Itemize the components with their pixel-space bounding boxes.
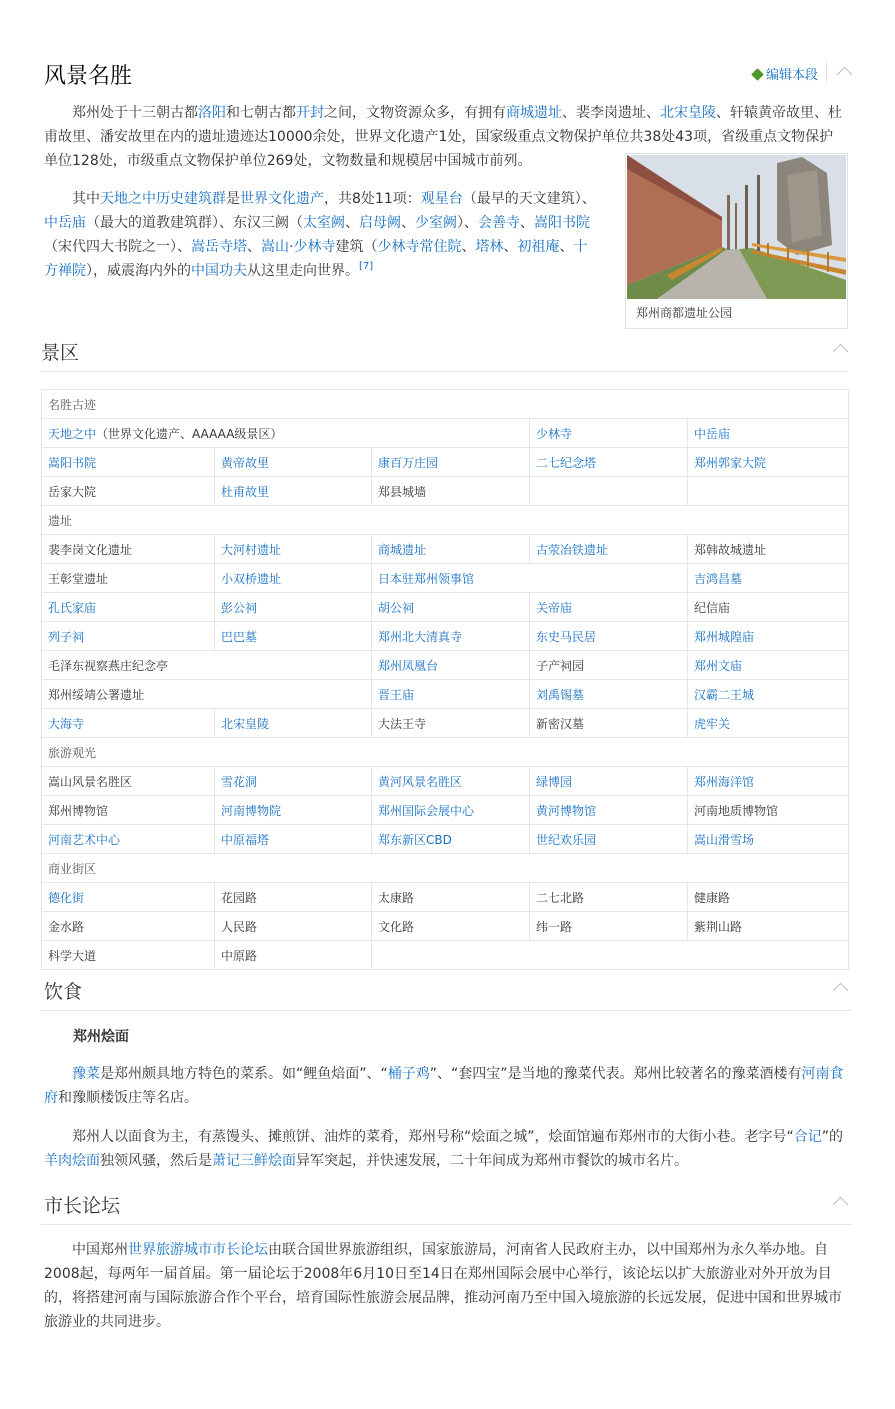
inline-link[interactable]: 河南食府 [44,1066,844,1106]
table-cell [530,419,688,448]
table-cell [42,796,215,825]
scenic-spot-name: 紫荆山路 [694,919,743,934]
table-cell [372,883,530,912]
inline-link[interactable]: 开封 [296,105,324,121]
inline-link[interactable]: 初祖庵 [517,239,560,255]
collapse-scenic-button[interactable] [836,66,852,78]
table-row [42,622,849,651]
scenic-spot-link[interactable]: 郑州文庙 [694,658,743,673]
table-row [42,941,849,970]
scenic-spot-link[interactable]: 杜甫故里 [221,484,270,499]
inline-link[interactable]: 商城遗址 [506,105,562,121]
section-divider [41,371,848,372]
inline-text: 、 [559,239,574,255]
scenic-spot-link[interactable]: 大河村遗址 [221,542,282,557]
inline-text: 、裴李岗遗址、 [562,105,660,121]
table-cell [530,883,688,912]
inline-text: 是郑州颇具地方特色的菜系。如“鲤鱼焙面”、“ [100,1066,388,1082]
scenic-spot-link[interactable]: 日本驻郑州领事馆 [378,571,475,586]
scenic-spot-link[interactable]: 郑州国际会展中心 [378,803,475,818]
inline-text: 是 [226,191,240,207]
table-cell [530,825,688,854]
table-cell [372,477,530,506]
table-cell [42,419,530,448]
section-header-food [44,977,852,1004]
inline-text: 由联合国世界旅游组织，国家旅游局，河南省人民政府主办，以中国郑州为永久举办地。自2008起，每两年一届首届。第一届论坛于2008年6月10日至14日在郑州国际会展中心举行，该论坛以扩大旅游业对外开放为目的，将搭建河南与国际旅游合作个平台，培育国际性旅游会展品牌，推动河南乃至中国入境旅游的长远发展，促进中国和世界城市旅游业的共同进步。 [44,1242,842,1330]
scenic-spot-link[interactable]: 嵩阳书院 [48,455,97,470]
scenic-spot-link[interactable]: 列子祠 [48,629,85,644]
scenic-spot-link[interactable]: 郑州北大清真寺 [378,629,463,644]
site-park-photo[interactable] [627,155,846,299]
scenic-spot-link[interactable]: 大海寺 [48,716,85,731]
scenic-spot-link[interactable]: 郑东新区CBD [378,832,452,847]
scenic-spot-name: 花园路 [221,890,258,905]
scenic-spot-link[interactable]: 雪花洞 [221,774,258,789]
inline-link[interactable]: 塔林 [475,239,504,255]
scenic-spot-link[interactable]: 孔氏家庙 [48,600,97,615]
scenic-spot-link[interactable]: 巴巴墓 [221,629,258,644]
table-cell [688,796,849,825]
table-cell [372,912,530,941]
scenic-paragraph-2 [44,187,600,283]
category-row [42,390,849,419]
table-row [42,535,849,564]
inline-link[interactable]: 少林寺常住院 [377,239,462,255]
scenic-spot-link[interactable]: 二七纪念塔 [536,455,597,470]
table-cell [42,593,215,622]
table-cell [42,825,215,854]
food-paragraph-2 [44,1125,850,1173]
scenic-spot-link[interactable]: 河南博物院 [221,803,282,818]
inline-link[interactable]: 羊肉烩面 [44,1153,100,1169]
table-cell [688,651,849,680]
scenic-spot-link[interactable]: 古荥冶铁遗址 [536,542,609,557]
scenic-spot-name: 郑州绥靖公署遗址 [48,687,145,702]
table-cell [688,535,849,564]
scenic-spot-link[interactable]: 吉鸿昌墓 [694,571,743,586]
table-cell [372,709,530,738]
scenic-spot-name: 金水路 [48,919,85,934]
table-cell [688,680,849,709]
scenic-spot-link[interactable]: 郑州海洋馆 [694,774,755,789]
inline-link[interactable]: 世界旅游城市市长论坛 [128,1242,268,1258]
scenic-spot-link[interactable]: 郑州郭家大院 [694,455,767,470]
scenic-spot-name: 毛泽东视察燕庄纪念亭 [48,658,169,673]
scenic-spot-link[interactable]: 世纪欢乐园 [536,832,597,847]
inline-text: 从这里走向世界。 [247,263,359,279]
inline-text: 、 [401,215,415,231]
table-cell [215,883,372,912]
scenic-paragraph-2-text [44,191,596,279]
table-row [42,709,849,738]
scenic-spots-table [41,389,849,970]
table-cell [215,448,372,477]
scenic-spot-link[interactable]: 彭公祠 [221,600,258,615]
inline-link[interactable]: 嵩阳书院 [534,215,590,231]
table-cell [530,796,688,825]
table-cell [530,477,688,506]
category-row [42,854,849,883]
table-row [42,680,849,709]
scenic-spot-link[interactable]: 德化街 [48,890,85,905]
scenic-spot-link[interactable]: 嵩山滑雪场 [694,832,755,847]
collapse-forum-button[interactable] [832,1196,848,1208]
scenic-spot-link[interactable]: 汉霸二王城 [694,687,755,702]
scenic-spot-link[interactable]: 晋王庙 [378,687,415,702]
table-cell [215,767,372,796]
section-title-scenic: 风景名胜 [44,64,133,89]
scenic-spot-link[interactable]: 中岳庙 [694,426,731,441]
section-header-forum [44,1191,852,1218]
scenic-spot-name: 太康路 [378,890,415,905]
scenic-spot-link[interactable]: 绿博园 [536,774,573,789]
inline-text: ），威震海内外的 [86,263,191,279]
scenic-spot-name: 文化路 [378,919,415,934]
table-cell [688,622,849,651]
scenic-spot-link[interactable]: 小双桥遗址 [221,571,282,586]
inline-link[interactable]: 少室阙 [415,215,457,231]
scenic-spot-name: 河南地质博物馆 [694,803,779,818]
scenic-spot-name: 王彰堂遗址 [48,571,109,586]
inline-text: 、 [247,239,261,255]
table-row [42,564,849,593]
section-header-spots [41,338,852,365]
table-cell [42,564,215,593]
inline-link[interactable]: 嵩山·少林寺 [261,239,336,255]
inline-text: 之间，文物资源众多，有拥有 [324,105,506,121]
table-row [42,651,849,680]
table-cell [215,796,372,825]
inline-link[interactable]: 豫菜 [72,1066,100,1082]
inline-text: 中国郑州 [72,1242,128,1258]
scenic-spot-link[interactable]: 虎牢关 [694,716,731,731]
section-divider [41,1224,852,1225]
scenic-spot-link[interactable]: 郑州城隍庙 [694,629,755,644]
table-cell [42,883,215,912]
inline-link[interactable]: 世界文化遗产 [240,191,324,207]
scenic-spot-link[interactable]: 天地之中 [48,426,97,441]
category-label: 旅游观光 [42,738,849,767]
photo-caption: 郑州商都遗址公园 [636,306,733,320]
inline-link[interactable]: 天地之中历史建筑群 [100,191,226,207]
table-cell [215,477,372,506]
inline-text: 、 [345,215,359,231]
scenic-spot-name: 健康路 [694,890,731,905]
table-cell [215,825,372,854]
scenic-spot-name: 郑县城墙 [378,484,427,499]
table-cell [42,709,215,738]
section-title-forum: 市长论坛 [44,1195,121,1217]
inline-link[interactable]: 北宋皇陵 [660,105,716,121]
table-cell [215,564,372,593]
scenic-spot-name: 岳家大院 [48,484,97,499]
scenic-spot-name: 大法王寺 [378,716,427,731]
inline-text: 建筑（ [335,239,378,255]
table-row [42,448,849,477]
inline-text: 其中 [72,191,100,207]
inline-text: ”的 [821,1129,844,1145]
table-cell [372,941,849,970]
table-cell [42,448,215,477]
scenic-spot-link[interactable]: 刘禹锡墓 [536,687,585,702]
inline-text: 和七朝古都 [226,105,296,121]
section-title-food: 饮食 [44,981,83,1003]
table-cell [372,448,530,477]
inline-link[interactable]: 会善寺 [478,215,520,231]
table-row [42,825,849,854]
inline-text: （最大的道教建筑群）、东汉三阙（ [86,215,303,231]
table-cell [42,767,215,796]
inline-text: 、 [520,215,534,231]
table-cell [372,622,530,651]
inline-text: 郑州人以面食为主，有蒸馒头、摊煎饼、油炸的菜肴，郑州号称“烩面之城”，烩面馆遍布郑州市的大街小巷。老字号“ [72,1129,794,1145]
collapse-food-button[interactable] [832,982,848,994]
scenic-spot-link[interactable]: 少林寺 [536,426,573,441]
table-cell [42,622,215,651]
table-cell [688,883,849,912]
table-cell [42,477,215,506]
collapse-spots-button[interactable] [832,343,848,355]
table-cell [215,709,372,738]
scenic-spot-link[interactable]: 黄河风景名胜区 [378,774,463,789]
table-cell [530,622,688,651]
scenic-spot-name: 郑州博物馆 [48,803,109,818]
inline-link[interactable]: 中岳庙 [44,215,86,231]
table-row [42,912,849,941]
table-cell [42,912,215,941]
table-cell [688,912,849,941]
scenic-spot-name: 裴李岗文化遗址 [48,542,133,557]
table-cell [688,477,849,506]
scenic-spot-name: 人民路 [221,919,258,934]
inline-link[interactable]: 嵩岳寺塔 [191,239,247,255]
table-cell [530,593,688,622]
table-row [42,767,849,796]
table-cell [215,593,372,622]
section-divider [41,1010,852,1011]
category-label: 遗址 [42,506,849,535]
section-header-scenic [44,59,852,90]
table-cell [372,651,530,680]
inline-link[interactable]: 合记 [793,1129,822,1145]
scenic-spot-name: 新密汉墓 [536,716,585,731]
scenic-spot-link[interactable]: 北宋皇陵 [221,716,270,731]
table-row [42,419,849,448]
scenic-spot-name: 二七北路 [536,890,585,905]
edit-label: 编辑本段 [765,68,818,83]
inline-text: 异军突起，并快速发展，二十年间成为郑州市餐饮的城市名片。 [296,1153,688,1169]
scenic-spot-name: 嵩山风景名胜区 [48,774,133,789]
scenic-spot-link[interactable]: 康百万庄园 [378,455,439,470]
scenic-spot-link[interactable]: 东史马民居 [536,629,597,644]
inline-text: 和豫顺楼饭庄等名店。 [58,1090,198,1106]
section-title-spots: 景区 [41,342,80,364]
table-cell [372,593,530,622]
table-cell [372,825,530,854]
scenic-spot-link[interactable]: 黄河博物馆 [536,803,597,818]
category-label: 商业街区 [42,854,849,883]
inline-text: 独领风骚，然后是 [100,1153,212,1169]
inline-text: 、 [503,239,518,255]
scenic-spot-name: 纪信庙 [694,600,731,615]
category-row [42,506,849,535]
inline-link[interactable]: 萧记三鲜烩面 [212,1153,296,1169]
table-cell [215,912,372,941]
inline-text: 、 [461,239,476,255]
pencil-icon [751,68,764,81]
spot-note: （世界文化遗产、AAAAA级景区） [96,426,283,441]
inline-link[interactable]: 洛阳 [198,105,226,121]
table-cell [530,651,688,680]
scenic-spot-name: 中原路 [221,948,258,963]
inline-link[interactable]: 桶子鸡 [387,1066,430,1082]
inline-link[interactable]: 太室阙 [303,215,345,231]
table-cell [688,448,849,477]
scenic-spot-name: 科学大道 [48,948,97,963]
table-cell [215,941,372,970]
table-cell [688,767,849,796]
inline-link[interactable]: 十方禅院 [44,239,588,279]
table-cell [530,448,688,477]
table-cell [372,564,688,593]
inline-link[interactable]: 启母阙 [359,215,401,231]
scenic-spot-link[interactable]: 中原福塔 [221,832,270,847]
scenic-spot-link[interactable]: 胡公祠 [378,600,415,615]
inline-text: ）、 [457,215,478,231]
inline-text: 、轩辕黄帝故里、杜甫故里、潘安故里在内的遗址遗迹达10000余处，世界文化遗产1处，国家级重点文物保护单位共38处43项，省级重点文物保护单位128处，市级重点文物保护单位269处，文物数量和规模居中国城市前列。 [44,105,842,169]
table-cell [372,796,530,825]
edit-section-button[interactable] [753,64,818,83]
scenic-spot-link[interactable]: 河南艺术中心 [48,832,121,847]
table-cell [530,912,688,941]
scenic-spot-link[interactable]: 郑州凤凰台 [378,658,439,673]
table-row [42,796,849,825]
table-cell [42,941,215,970]
photo-figure[interactable] [625,153,848,329]
table-cell [688,825,849,854]
table-cell [530,767,688,796]
table-cell [530,535,688,564]
table-cell [688,593,849,622]
table-row [42,883,849,912]
dish-heading: 郑州烩面 [73,1029,129,1045]
inline-link[interactable]: 观星台 [420,191,463,207]
forum-paragraph-1 [44,1238,850,1334]
inline-link[interactable]: 中国功夫 [191,263,247,279]
table-cell [215,535,372,564]
table-cell [42,651,372,680]
table-row [42,477,849,506]
inline-text: 郑州处于十三朝古都 [72,105,198,121]
table-cell [530,709,688,738]
scenic-spot-link[interactable]: 黄帝故里 [221,455,270,470]
table-row [42,593,849,622]
table-cell [530,680,688,709]
category-label: 名胜古迹 [42,390,849,419]
table-cell [42,680,372,709]
scenic-spot-link[interactable]: 关帝庙 [536,600,573,615]
inline-text: ，共8处11项： [324,191,421,207]
table-cell [372,767,530,796]
table-cell [372,680,530,709]
table-cell [688,709,849,738]
table-cell [688,564,849,593]
inline-text: ”、“套四宝”是当地的豫菜代表。郑州比较著名的豫菜酒楼有 [429,1066,802,1082]
inline-text: （最早的天文建筑）、 [462,191,596,207]
table-cell [215,622,372,651]
toolbar-divider [826,62,827,82]
table-cell [688,419,849,448]
table-cell [42,535,215,564]
scenic-spot-link[interactable]: 商城遗址 [378,542,427,557]
scenic-spot-name: 郑韩故城遗址 [694,542,767,557]
scenic-spot-name: 子产祠园 [536,658,585,673]
food-paragraph-1 [44,1062,850,1110]
table-cell [372,535,530,564]
inline-text: （宋代四大书院之一）、 [44,239,191,255]
scenic-spot-name: 纬一路 [536,919,573,934]
category-row [42,738,849,767]
reference-7[interactable]: [7] [359,261,374,272]
